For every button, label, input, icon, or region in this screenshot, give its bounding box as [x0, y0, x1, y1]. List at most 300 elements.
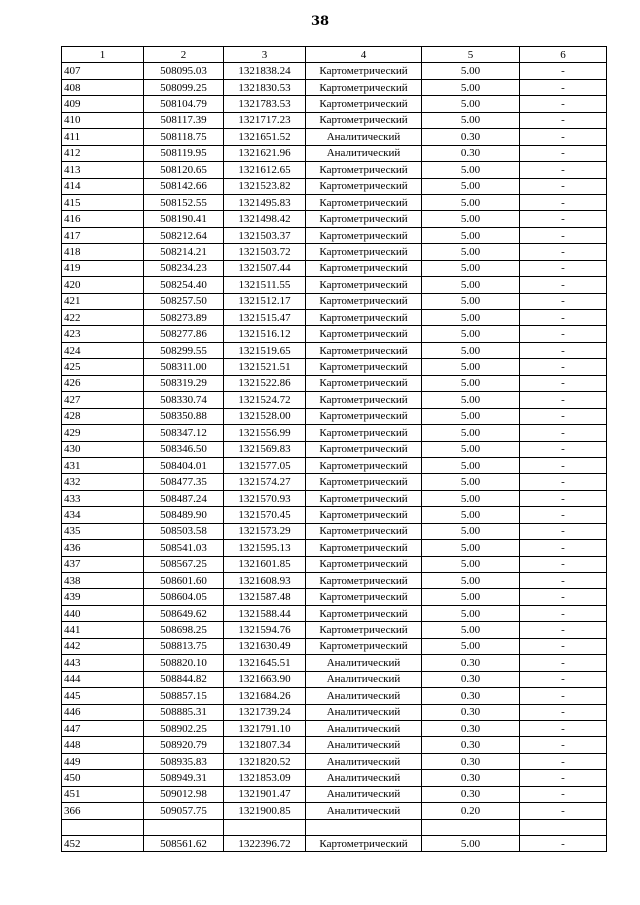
table-row — [62, 96, 607, 112]
method-cell: Картометрический — [306, 162, 422, 178]
y-coordinate-cell: 1321830.53 — [224, 79, 306, 95]
method-cell: Картометрический — [306, 605, 422, 621]
method-cell: Картометрический — [306, 194, 422, 210]
table-row — [62, 359, 607, 375]
note-cell: - — [520, 655, 607, 671]
x-coordinate-cell: 508649.62 — [144, 605, 224, 621]
y-coordinate-cell: 1321791.10 — [224, 720, 306, 736]
note-cell: - — [520, 260, 607, 276]
method-cell: Картометрический — [306, 474, 422, 490]
x-coordinate-cell: 508257.50 — [144, 293, 224, 309]
method-cell — [306, 819, 422, 835]
y-coordinate-cell: 1321570.93 — [224, 490, 306, 506]
method-cell: Аналитический — [306, 737, 422, 753]
accuracy-cell: 0.30 — [422, 704, 520, 720]
y-coordinate-cell: 1321820.52 — [224, 753, 306, 769]
x-coordinate-cell: 508347.12 — [144, 425, 224, 441]
table-row — [62, 342, 607, 358]
y-coordinate-cell: 1321503.72 — [224, 244, 306, 260]
x-coordinate-cell: 508477.35 — [144, 474, 224, 490]
table-row — [62, 786, 607, 802]
method-cell: Картометрический — [306, 507, 422, 523]
x-coordinate-cell — [144, 819, 224, 835]
method-cell: Аналитический — [306, 145, 422, 161]
table-row — [62, 244, 607, 260]
header-cell-5: 5 — [422, 47, 520, 63]
point-number-cell: 444 — [62, 671, 144, 687]
y-coordinate-cell: 1321608.93 — [224, 573, 306, 589]
point-number-cell: 443 — [62, 655, 144, 671]
note-cell: - — [520, 704, 607, 720]
point-number-cell: 429 — [62, 425, 144, 441]
table-row — [62, 392, 607, 408]
note-cell: - — [520, 79, 607, 95]
table-row — [62, 129, 607, 145]
accuracy-cell: 0.20 — [422, 803, 520, 819]
y-coordinate-cell: 1321523.82 — [224, 178, 306, 194]
x-coordinate-cell: 508601.60 — [144, 573, 224, 589]
accuracy-cell: 5.00 — [422, 490, 520, 506]
y-coordinate-cell: 1321853.09 — [224, 770, 306, 786]
note-cell: - — [520, 540, 607, 556]
point-number-cell: 428 — [62, 408, 144, 424]
x-coordinate-cell: 508273.89 — [144, 310, 224, 326]
x-coordinate-cell: 508902.25 — [144, 720, 224, 736]
accuracy-cell: 0.30 — [422, 786, 520, 802]
y-coordinate-cell: 1321651.52 — [224, 129, 306, 145]
accuracy-cell: 5.00 — [422, 836, 520, 852]
method-cell: Картометрический — [306, 836, 422, 852]
x-coordinate-cell: 508920.79 — [144, 737, 224, 753]
point-number-cell: 424 — [62, 342, 144, 358]
note-cell: - — [520, 227, 607, 243]
point-number-cell: 408 — [62, 79, 144, 95]
method-cell: Картометрический — [306, 457, 422, 473]
x-coordinate-cell: 508234.23 — [144, 260, 224, 276]
x-coordinate-cell: 508350.88 — [144, 408, 224, 424]
y-coordinate-cell: 1321594.76 — [224, 622, 306, 638]
accuracy-cell: 5.00 — [422, 605, 520, 621]
table-row — [62, 589, 607, 605]
note-cell: - — [520, 737, 607, 753]
table-row — [62, 260, 607, 276]
y-coordinate-cell: 1321684.26 — [224, 688, 306, 704]
point-number-cell: 430 — [62, 441, 144, 457]
point-number-cell: 439 — [62, 589, 144, 605]
note-cell: - — [520, 753, 607, 769]
accuracy-cell: 0.30 — [422, 671, 520, 687]
y-coordinate-cell: 1321807.34 — [224, 737, 306, 753]
method-cell: Картометрический — [306, 96, 422, 112]
accuracy-cell: 5.00 — [422, 556, 520, 572]
note-cell: - — [520, 425, 607, 441]
note-cell: - — [520, 326, 607, 342]
accuracy-cell: 5.00 — [422, 277, 520, 293]
table-row — [62, 375, 607, 391]
method-cell: Картометрический — [306, 523, 422, 539]
table-row — [62, 540, 607, 556]
x-coordinate-cell: 508104.79 — [144, 96, 224, 112]
note-cell: - — [520, 622, 607, 638]
method-cell: Картометрический — [306, 441, 422, 457]
accuracy-cell: 5.00 — [422, 441, 520, 457]
x-coordinate-cell: 508095.03 — [144, 63, 224, 79]
table-row — [62, 753, 607, 769]
table-row — [62, 211, 607, 227]
point-number-cell: 448 — [62, 737, 144, 753]
y-coordinate-cell: 1321621.96 — [224, 145, 306, 161]
y-coordinate-cell: 1321573.29 — [224, 523, 306, 539]
method-cell: Картометрический — [306, 244, 422, 260]
y-coordinate-cell: 1321515.47 — [224, 310, 306, 326]
note-cell: - — [520, 244, 607, 260]
y-coordinate-cell: 1321663.90 — [224, 671, 306, 687]
y-coordinate-cell — [224, 819, 306, 835]
table-row — [62, 162, 607, 178]
table-row — [62, 737, 607, 753]
method-cell: Картометрический — [306, 63, 422, 79]
point-number-cell: 436 — [62, 540, 144, 556]
x-coordinate-cell: 508561.62 — [144, 836, 224, 852]
point-number-cell: 412 — [62, 145, 144, 161]
x-coordinate-cell: 508099.25 — [144, 79, 224, 95]
note-cell: - — [520, 573, 607, 589]
table-row — [62, 688, 607, 704]
table-row — [62, 277, 607, 293]
method-cell: Картометрический — [306, 622, 422, 638]
point-number-cell: 451 — [62, 786, 144, 802]
y-coordinate-cell: 1321574.27 — [224, 474, 306, 490]
note-cell: - — [520, 375, 607, 391]
accuracy-cell: 0.30 — [422, 753, 520, 769]
y-coordinate-cell: 1321521.51 — [224, 359, 306, 375]
method-cell: Аналитический — [306, 753, 422, 769]
point-number-cell: 446 — [62, 704, 144, 720]
y-coordinate-cell: 1321587.48 — [224, 589, 306, 605]
y-coordinate-cell: 1321498.42 — [224, 211, 306, 227]
y-coordinate-cell: 1321524.72 — [224, 392, 306, 408]
point-number-cell: 445 — [62, 688, 144, 704]
point-number-cell: 449 — [62, 753, 144, 769]
y-coordinate-cell: 1321630.49 — [224, 638, 306, 654]
method-cell: Картометрический — [306, 392, 422, 408]
note-cell: - — [520, 96, 607, 112]
x-coordinate-cell: 508844.82 — [144, 671, 224, 687]
header-cell-6: 6 — [520, 47, 607, 63]
note-cell: - — [520, 194, 607, 210]
y-coordinate-cell: 1321516.12 — [224, 326, 306, 342]
note-cell: - — [520, 490, 607, 506]
y-coordinate-cell: 1321511.55 — [224, 277, 306, 293]
x-coordinate-cell: 508214.21 — [144, 244, 224, 260]
table-row — [62, 704, 607, 720]
method-cell: Картометрический — [306, 375, 422, 391]
note-cell: - — [520, 441, 607, 457]
note-cell — [520, 819, 607, 835]
y-coordinate-cell: 1321503.37 — [224, 227, 306, 243]
y-coordinate-cell: 1321519.65 — [224, 342, 306, 358]
point-number-cell: 426 — [62, 375, 144, 391]
y-coordinate-cell: 1321717.23 — [224, 112, 306, 128]
note-cell: - — [520, 392, 607, 408]
method-cell: Картометрический — [306, 326, 422, 342]
x-coordinate-cell: 508949.31 — [144, 770, 224, 786]
accuracy-cell: 5.00 — [422, 540, 520, 556]
method-cell: Аналитический — [306, 770, 422, 786]
table-row — [62, 457, 607, 473]
table-row — [62, 638, 607, 654]
y-coordinate-cell: 1321528.00 — [224, 408, 306, 424]
y-coordinate-cell: 1321901.47 — [224, 786, 306, 802]
accuracy-cell: 5.00 — [422, 573, 520, 589]
accuracy-cell: 5.00 — [422, 638, 520, 654]
header-cell-4: 4 — [306, 47, 422, 63]
accuracy-cell: 5.00 — [422, 211, 520, 227]
x-coordinate-cell: 508117.39 — [144, 112, 224, 128]
method-cell: Картометрический — [306, 573, 422, 589]
y-coordinate-cell: 1321495.83 — [224, 194, 306, 210]
accuracy-cell: 5.00 — [422, 425, 520, 441]
accuracy-cell: 5.00 — [422, 375, 520, 391]
point-number-cell: 366 — [62, 803, 144, 819]
table-row — [62, 720, 607, 736]
note-cell: - — [520, 688, 607, 704]
method-cell: Картометрический — [306, 277, 422, 293]
accuracy-cell: 0.30 — [422, 688, 520, 704]
method-cell: Картометрический — [306, 178, 422, 194]
table-body — [62, 47, 607, 852]
x-coordinate-cell: 508489.90 — [144, 507, 224, 523]
method-cell: Аналитический — [306, 688, 422, 704]
method-cell: Картометрический — [306, 408, 422, 424]
accuracy-cell: 5.00 — [422, 112, 520, 128]
note-cell: - — [520, 408, 607, 424]
accuracy-cell: 5.00 — [422, 162, 520, 178]
accuracy-cell: 5.00 — [422, 244, 520, 260]
note-cell: - — [520, 293, 607, 309]
accuracy-cell: 5.00 — [422, 63, 520, 79]
x-coordinate-cell: 508346.50 — [144, 441, 224, 457]
point-number-cell: 427 — [62, 392, 144, 408]
note-cell: - — [520, 671, 607, 687]
table-row — [62, 605, 607, 621]
note-cell: - — [520, 310, 607, 326]
accuracy-cell: 5.00 — [422, 457, 520, 473]
table-row — [62, 803, 607, 819]
accuracy-cell: 5.00 — [422, 622, 520, 638]
method-cell: Картометрический — [306, 211, 422, 227]
method-cell: Картометрический — [306, 540, 422, 556]
header-cell-1: 1 — [62, 47, 144, 63]
accuracy-cell: 5.00 — [422, 194, 520, 210]
note-cell: - — [520, 211, 607, 227]
accuracy-cell: 5.00 — [422, 589, 520, 605]
y-coordinate-cell: 1321512.17 — [224, 293, 306, 309]
x-coordinate-cell: 508311.00 — [144, 359, 224, 375]
point-number-cell: 420 — [62, 277, 144, 293]
x-coordinate-cell: 508604.05 — [144, 589, 224, 605]
y-coordinate-cell: 1321556.99 — [224, 425, 306, 441]
y-coordinate-cell: 1321570.45 — [224, 507, 306, 523]
point-number-cell: 422 — [62, 310, 144, 326]
method-cell: Картометрический — [306, 589, 422, 605]
y-coordinate-cell: 1321900.85 — [224, 803, 306, 819]
x-coordinate-cell: 508152.55 — [144, 194, 224, 210]
accuracy-cell: 5.00 — [422, 342, 520, 358]
point-number-cell: 435 — [62, 523, 144, 539]
point-number-cell: 414 — [62, 178, 144, 194]
point-number-cell: 433 — [62, 490, 144, 506]
point-number-cell: 416 — [62, 211, 144, 227]
table-row — [62, 178, 607, 194]
header-cell-2: 2 — [144, 47, 224, 63]
point-number-cell: 441 — [62, 622, 144, 638]
coordinates-table — [61, 46, 607, 852]
method-cell: Аналитический — [306, 720, 422, 736]
x-coordinate-cell: 508541.03 — [144, 540, 224, 556]
x-coordinate-cell: 508319.29 — [144, 375, 224, 391]
method-cell: Картометрический — [306, 359, 422, 375]
point-number-cell: 440 — [62, 605, 144, 621]
y-coordinate-cell: 1322396.72 — [224, 836, 306, 852]
accuracy-cell: 5.00 — [422, 79, 520, 95]
note-cell: - — [520, 342, 607, 358]
table-row — [62, 573, 607, 589]
x-coordinate-cell: 509057.75 — [144, 803, 224, 819]
method-cell: Картометрический — [306, 425, 422, 441]
table-row — [62, 556, 607, 572]
accuracy-cell: 5.00 — [422, 260, 520, 276]
note-cell: - — [520, 638, 607, 654]
accuracy-cell: 5.00 — [422, 359, 520, 375]
y-coordinate-cell: 1321612.65 — [224, 162, 306, 178]
point-number-cell: 411 — [62, 129, 144, 145]
point-number-cell: 418 — [62, 244, 144, 260]
point-number-cell: 434 — [62, 507, 144, 523]
x-coordinate-cell: 508935.83 — [144, 753, 224, 769]
note-cell: - — [520, 359, 607, 375]
point-number-cell: 421 — [62, 293, 144, 309]
x-coordinate-cell: 508299.55 — [144, 342, 224, 358]
point-number-cell: 438 — [62, 573, 144, 589]
note-cell: - — [520, 178, 607, 194]
y-coordinate-cell: 1321645.51 — [224, 655, 306, 671]
x-coordinate-cell: 508190.41 — [144, 211, 224, 227]
note-cell: - — [520, 162, 607, 178]
point-number-cell: 413 — [62, 162, 144, 178]
x-coordinate-cell: 508142.66 — [144, 178, 224, 194]
x-coordinate-cell: 508119.95 — [144, 145, 224, 161]
y-coordinate-cell: 1321783.53 — [224, 96, 306, 112]
note-cell: - — [520, 803, 607, 819]
method-cell: Картометрический — [306, 342, 422, 358]
point-number-cell: 442 — [62, 638, 144, 654]
note-cell: - — [520, 589, 607, 605]
accuracy-cell: 0.30 — [422, 737, 520, 753]
method-cell: Картометрический — [306, 310, 422, 326]
x-coordinate-cell: 508698.25 — [144, 622, 224, 638]
point-number-cell: 423 — [62, 326, 144, 342]
method-cell: Аналитический — [306, 129, 422, 145]
accuracy-cell: 5.00 — [422, 178, 520, 194]
point-number-cell: 452 — [62, 836, 144, 852]
table-row — [62, 770, 607, 786]
note-cell: - — [520, 523, 607, 539]
accuracy-cell: 0.30 — [422, 129, 520, 145]
accuracy-cell: 0.30 — [422, 655, 520, 671]
method-cell: Картометрический — [306, 556, 422, 572]
x-coordinate-cell: 508813.75 — [144, 638, 224, 654]
method-cell: Аналитический — [306, 704, 422, 720]
y-coordinate-cell: 1321569.83 — [224, 441, 306, 457]
x-coordinate-cell: 508404.01 — [144, 457, 224, 473]
table-row — [62, 819, 607, 835]
accuracy-cell: 5.00 — [422, 408, 520, 424]
accuracy-cell: 0.30 — [422, 770, 520, 786]
note-cell: - — [520, 474, 607, 490]
method-cell: Картометрический — [306, 260, 422, 276]
note-cell: - — [520, 556, 607, 572]
table-row — [62, 408, 607, 424]
note-cell: - — [520, 786, 607, 802]
accuracy-cell: 5.00 — [422, 474, 520, 490]
y-coordinate-cell: 1321522.86 — [224, 375, 306, 391]
method-cell: Аналитический — [306, 786, 422, 802]
note-cell: - — [520, 507, 607, 523]
note-cell: - — [520, 605, 607, 621]
accuracy-cell: 0.30 — [422, 720, 520, 736]
note-cell: - — [520, 720, 607, 736]
table-row — [62, 490, 607, 506]
x-coordinate-cell: 508254.40 — [144, 277, 224, 293]
header-cell-3: 3 — [224, 47, 306, 63]
note-cell: - — [520, 277, 607, 293]
table-row — [62, 622, 607, 638]
x-coordinate-cell: 508118.75 — [144, 129, 224, 145]
y-coordinate-cell: 1321588.44 — [224, 605, 306, 621]
x-coordinate-cell: 508277.86 — [144, 326, 224, 342]
method-cell: Картометрический — [306, 112, 422, 128]
x-coordinate-cell: 508885.31 — [144, 704, 224, 720]
table-row — [62, 425, 607, 441]
method-cell: Картометрический — [306, 79, 422, 95]
accuracy-cell: 5.00 — [422, 507, 520, 523]
x-coordinate-cell: 508487.24 — [144, 490, 224, 506]
method-cell: Картометрический — [306, 638, 422, 654]
accuracy-cell: 0.30 — [422, 145, 520, 161]
x-coordinate-cell: 508330.74 — [144, 392, 224, 408]
table-row — [62, 326, 607, 342]
x-coordinate-cell: 508567.25 — [144, 556, 224, 572]
accuracy-cell: 5.00 — [422, 326, 520, 342]
table-row — [62, 63, 607, 79]
note-cell: - — [520, 770, 607, 786]
x-coordinate-cell: 508820.10 — [144, 655, 224, 671]
table-row — [62, 293, 607, 309]
table-row — [62, 474, 607, 490]
table-row — [62, 441, 607, 457]
y-coordinate-cell: 1321601.85 — [224, 556, 306, 572]
point-number-cell: 419 — [62, 260, 144, 276]
note-cell: - — [520, 836, 607, 852]
method-cell: Аналитический — [306, 655, 422, 671]
table-header-row — [62, 47, 607, 63]
accuracy-cell: 5.00 — [422, 392, 520, 408]
table-row — [62, 227, 607, 243]
accuracy-cell: 5.00 — [422, 96, 520, 112]
point-number-cell: 410 — [62, 112, 144, 128]
method-cell: Аналитический — [306, 803, 422, 819]
